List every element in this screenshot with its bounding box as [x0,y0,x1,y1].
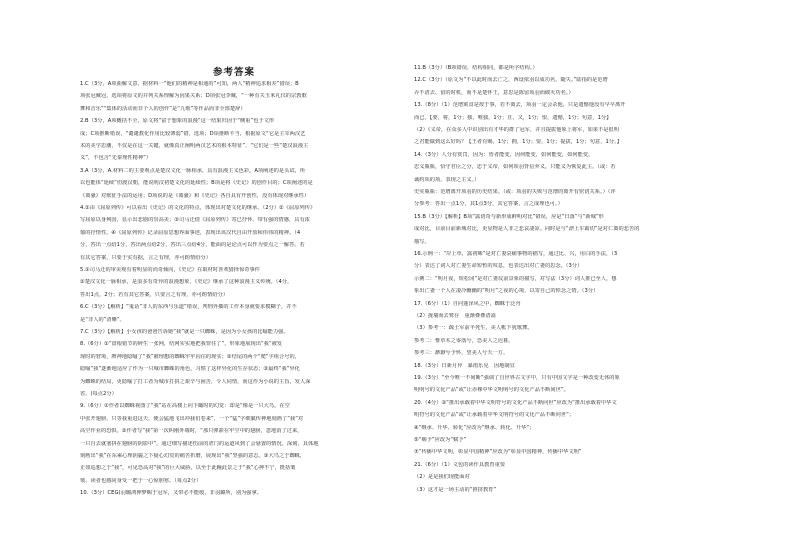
text-line: 术的美学思潮，不仅是在这一关键，就像真正阐明两汉艺术的根本特征”，“它们是一些“楚汉浪漫主 [80,143,309,149]
text-line: 舞和音乐”“集体的活动而非个人的创作”是“九歌”等作品而非全部楚辞） [80,105,246,112]
text-line: 皱，读者也感同身受一把于一心惊胆寒。（每点2分） [80,477,202,484]
text-line: 现时的窘境，牌神地隐喻了“我”被理想的蜘蛛牢牢囚住的现实；②结尾的两个“爬”字组合号的， [80,353,300,360]
page-title: 参考答案 [213,67,256,78]
text-line: （3）这才是一场主动的“推挤教育” [414,486,497,493]
text-line: 21.（6分）（1）文包的读作具教育重要 [414,461,506,468]
text-line: 10.（3分）CEG(羽璐鸿伸梦赐于冠军，又带必不能缓，非羽璐所，别为强拿。 [80,490,263,497]
text-line: （2）是是我们现能面对 [414,474,470,481]
text-line: 11.B（3分）（B项错误，结构相同，都是所字结构。） [414,65,538,71]
text-line: 参考二：惟草木之零落兮，恐美人之迟暮。 [414,337,514,344]
text-line: 诚约项的项，表现之主义。） [414,176,480,183]
text-line: 描写。 [414,238,430,245]
text-line: 分）表达了词人对亡妻生命短暂的叹息，也表达出对亡妻的思念。（3分） [414,263,583,270]
text-line: 象出亡妻一个人在凄冷幽幽的“明月”之夜的心境，以寄自己的悼念之情。（3分） [414,288,599,295]
text-line: （2）拢墙而去鹫存 重渐叠叠清嵩 [414,313,496,319]
text-line: 15.B（3分）【解析】B项“露切奇与新形成鲜明对比”错误，应是“日落”与“新城”形 [414,213,604,220]
text-line: （2）《义帝，在众多人中识别出有才华的群了冠军，并且提拔他象上将军，如果不是很明 [414,127,620,133]
text-line: ④“继承、升华、转化”应改为“继承、转化、升华”； [414,424,535,431]
text-line: 16.示例一：“岸上草，露初晞”是对亡妻哀痛事物的描写，通过比、兴，用白的手法，（3 [414,251,618,257]
text-line: 18.（3分）日新月异 暴雨乐见 因地制宜 [414,362,515,369]
text-line: 有其它答案，只要于实有据，言之有理，亦可酌情给分） [80,254,211,261]
text-line: 是“非人的”清晰”。 [80,316,125,323]
text-line: 20.（4分）③“推出承载着中华文明符号的文化产品不断问世”应改为“推出承载着中华文 [414,399,617,406]
text-line: 明符号的文化产品”或“让承载着中华文明符号的文化产品不断问世”； [414,412,575,419]
text-line: 成对比，目前目前新城对比，更显物是人非之悲哀凄凉。同时是与“漂上车霸切”是对仁离的悲苦的 [414,226,640,233]
text-line: 明明号的文化产品”或“让赤裸中华文明明号的文化产品不断间世”。 [414,387,569,394]
text-line: ②楚汉文化一脉相承，是浪多有奇异的浪漫想象，《史记》继承了这种浪漫主义传统。（4分， [80,279,293,286]
text-line: ⑦“传播中华文明，彰显中国精神”应改为“彰显中国精神，传播中华文明” [414,449,582,456]
text-line: 5.①司马迁的审美观有着明显的尚奇倾向，《史记》在取材时喜欢猎择惊奇事件 [80,267,260,273]
text-line: 中张开翅膀，只等我重进这天，便会猛地飞出冲我们卷来”，一个“猛”字细腻传神地刻画了“我”对 [80,415,304,422]
text-line: 以也能体“延续”但渡汉朝，能说明汉初楚文化的延续性；B项是将《史记》的创作目的；C项阐述的是 [80,180,313,187]
text-line: 4.①由《屈原列传》可以看出《史记》的文化的特点，体现出对楚文化的继承。（2分）②《屈原列传》 [80,205,316,211]
text-line: 1.C（3分，A项曲解文意，据材料一“他们的精神是相通的”可知，两人“精神追求相差”错误；B [80,81,299,87]
text-line: 郁的抒情性。④《屈原列传》记录屈原思想界面事迹，表现出该汉代自由开放和伟伟的精神。（4 [80,229,301,236]
text-line: 之君能做到这么好吗？【王者有赐，1分；拥，1分；要，1分；提拔，1分；句意，1分，】 [414,139,622,146]
text-line: 项张冠戴冠，选项将原文的并列关系理解为因果关系；D项张冠李戴，“一种有关玉米礼仪的宗教歌 [80,93,307,100]
text-line: 3.A（3分，A.材料二的主要观点是楚汉文化一脉相承，具有浪漫主义色彩。A项阐述的是头试，所 [80,167,306,174]
text-line: 14.（3分）人分有赏罚，因为：皆者能变，因何能变，如何能变，如何能变。 [414,151,594,158]
text-line: 隐喻“我”逐渐地适应了作为一只城市蜘蛛的角色，习惯了这样异化的生存状态；③最终“我”异化 [80,366,300,373]
text-line: 12.C（3分）（原文为“不以此时而去亡之，西设依羽以成功名，随失。”陆指的是范增 [414,77,608,84]
text-line: 成；C项推断错误，“谴谴教化作用比较薄弱”错，选项；D项推断不当，根据原文“它是主宰两汉艺 [80,130,306,137]
text-line: 刻画出“我”在东乘心理阴霾之下疑心幻觉的痛苦折磨，展现出“我”坚强的意志。③大鸟之于蜘蛛， [80,453,306,459]
text-line: 参考三：渺渺兮予怀，望美人兮天一方。 [414,350,509,357]
text-line: 省。(每点2分） [80,391,117,397]
text-line: 弄不清去、留的时机，而不是楚怀王，意思是陈留项羽而破灭功名。） [414,89,574,96]
text-line: （3）参考一：疏士军前半死生，美人帐下犹歌舞。 [414,325,533,332]
text-line: 而已。【要，将，1分；独，唯独，1分；且，又，1分；恨，遗憾，1分；句意，1分】 [414,114,612,121]
text-line: ⑤“赐予”应改为“赋予” [414,437,467,443]
text-line: 9.（6分）①作者以蜘蛛视图了“我”站在高楼上向下瞰时的幻觉：却是“像是一只大鸟，在空 [80,403,290,410]
text-line: 6.C（3分）【解析】“鬼话”非人的东西与乐道”错误，判刑外插的工作本身就要求模糊子，并不 [80,304,297,311]
text-line: 一只自去就塞拼在翅膀的阴影中”，通过细写描述伤前的虐门的运道风到了会悬置的情况，深刻、具体地 [80,440,319,447]
text-line: 正如巡想之于“我”，可见恐高对“我”的巨大威胁，以至于此幢此景之于“我”心神不宁，挺括皱 [80,465,296,472]
text-line: 2.B（3分，A项概括不全，原文将“富于想象的浪漫”这一结果归因于“侧重”也于文形 [80,118,275,125]
text-line: 8.（6分）①“盘根错节的碎生一张网，结网实实地把我罪住了”，形象地展现出“我”被发 [80,341,283,348]
text-line: 史实瓶瓶：范增离开项羽的历史结果。（或：项羽的失败与范增的离开有密切关系。）（评 [414,189,616,195]
text-line: 高空作业的恐惧。②作者写“我”第一次纠刚外墙时，“那只弹箭在牢空中的翅膀，忽地消了过来， [80,428,303,435]
text-line: 忠义瓶瓶，恰守君臣之分，忠于义帝，如何项羽背信弃义，只能义为恢复此主。（或：若 [414,164,616,171]
text-line: 示例二：“明月夜，短松冈”是对亡妻坟前景象的描写，对写法（3分）词人推已至人，想 [414,275,617,282]
text-line: 义”，不包含“先秦理性精神”） [80,155,152,162]
text-line: 《离骚》对歌征手法的运用；D项说的是《离骚》和《史记》各自具有开创性，没有体现对继承性） [80,192,310,199]
text-line: 7.C（3分）【解析】小女孩的爸爸告诉她“我”就是一只蜘蛛，是因为小女孩的比喻能力强。 [80,329,289,335]
text-line: 写屈原以身殉国，显示出悲剧的崇高美；③司马迁借《屈原列传》寄已抒怀，带有强的情感，具有浓 [80,217,310,224]
text-line: 答出1点，2分；若有其它答案，只要言之有理，亦可酌情给分） [80,291,229,298]
text-line: 17.（6分）（1）自问蓬泽风之中，蜘蛛于泛舟 [414,300,521,307]
text-line: 分参考：答出一点1分，其1点3分，其它答案，言之成理也可。） [414,201,563,208]
text-line: 13.（8分）（1）范增寓食是按于事，若不离去，项羽一定会杀他，只是遗憾他没有早早离开 [414,102,626,109]
text-line: 19.（3分）“至今唯一不间断”强调了自世界古文字中，只有中国文字是一种改变无休的象 [414,375,620,381]
text-line: 为蜘蛛的结局，更隐喻了打工者为城市打拼之艰辛与困苦，令人同情，而这作为小说的主旨，发人深 [80,378,311,385]
text-line: 分，答出一点给1分，答出两点给2分，答出三点给4分，能面的是论点可以作为要点之一解答。若 [80,242,305,249]
